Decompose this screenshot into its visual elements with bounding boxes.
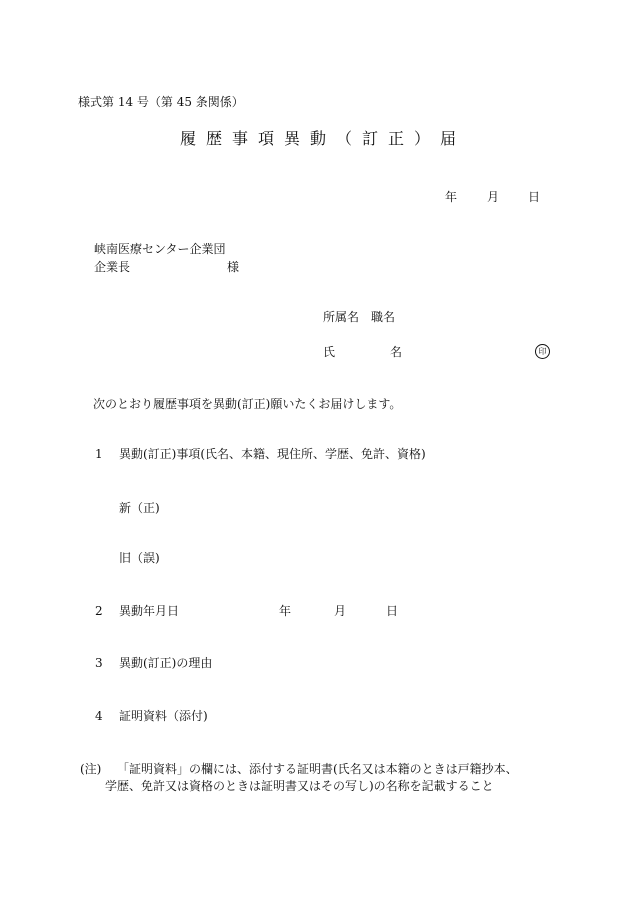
addressee-organization: 峡南医療センター企業団 — [94, 242, 226, 256]
note-label: (注) — [80, 762, 102, 776]
position-label: 職名 — [371, 310, 396, 324]
addressee-title: 企業長 — [94, 260, 131, 274]
form-number: 様式第 14 号（第 45 条関係） — [78, 95, 244, 109]
addressee-title-row — [94, 258, 240, 276]
item-2-year-label: 年 — [279, 604, 292, 618]
item-4-label: 証明資料（添付) — [119, 709, 208, 723]
note-text-line-1: 「証明資料」の欄には、添付する証明書(氏名又は本籍のときは戸籍抄本、 — [117, 762, 518, 776]
item-1-label: 異動(訂正)事項(氏名、本籍、現住所、学歴、免許、資格) — [119, 447, 426, 461]
old-incorrect-label: 旧（誤) — [119, 551, 160, 565]
item-2-day-label: 日 — [386, 604, 399, 618]
name-label-given: 名 — [390, 345, 403, 359]
seal-mark-icon: 印 — [535, 344, 550, 359]
new-correct-label: 新（正) — [119, 501, 160, 515]
item-1-number: 1 — [95, 447, 103, 461]
department-label: 所属名 — [323, 310, 360, 324]
item-4-number: 4 — [95, 709, 103, 723]
item-3-label: 異動(訂正)の理由 — [119, 656, 213, 670]
item-2-label: 異動年月日 — [119, 604, 180, 618]
date-year-label: 年 — [445, 190, 458, 204]
intro-text: 次のとおり履歴事項を異動(訂正)願いたくお届けします。 — [93, 397, 402, 411]
item-2-number: 2 — [95, 604, 103, 618]
addressee-block — [94, 240, 240, 276]
note-text-line-2: 学歴、免許又は資格のときは証明書又はその写し)の名称を記載すること — [105, 779, 494, 793]
addressee-honorific: 様 — [227, 260, 240, 274]
document-title: 履歴事項異動（訂正）届 — [180, 129, 467, 148]
date-day-label: 日 — [528, 190, 541, 204]
item-2-month-label: 月 — [334, 604, 347, 618]
applicant-department-row — [323, 311, 395, 323]
name-label-surname: 氏 — [323, 345, 336, 359]
date-month-label: 月 — [487, 190, 500, 204]
item-3-number: 3 — [95, 656, 103, 670]
